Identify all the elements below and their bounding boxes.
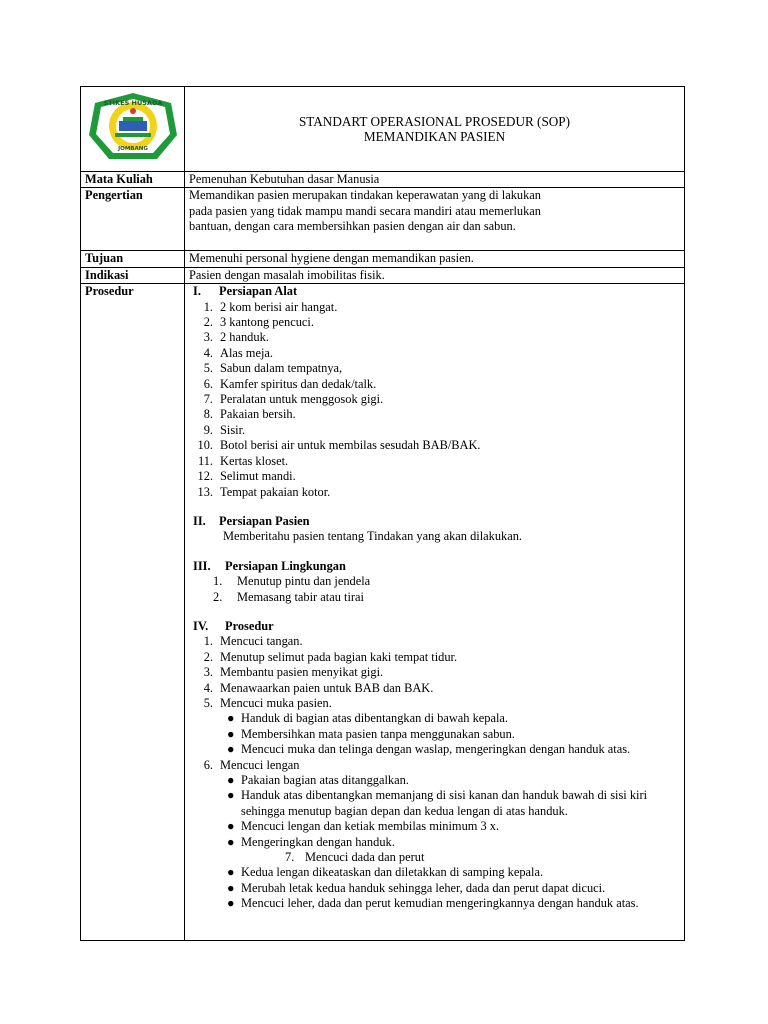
list-item: 8. Pakaian bersih. — [203, 407, 296, 422]
label-tujuan: Tujuan — [81, 251, 185, 267]
bullet-item: ● Pakaian bagian atas ditanggalkan. — [227, 773, 409, 787]
label-mata-kuliah: Mata Kuliah — [81, 172, 185, 188]
value-tujuan: Memenuhi personal hygiene dengan memandikan pasien. — [185, 251, 685, 267]
doc-title-line1: STANDART OPERASIONAL PROSEDUR (SOP) — [298, 113, 571, 129]
list-item: 10. Botol berisi air untuk membilas sesudah BAB/BAK. — [197, 438, 481, 453]
bullet-item: ● Mencuci muka dan telinga dengan waslap, mengeringkan dengan handuk atas. — [227, 742, 631, 757]
bullet-item: ● Membersihkan mata pasien tanpa menggunakan sabun. — [227, 726, 515, 741]
list-item: 2. Menutup selimut pada bagian kaki tempat tidur. — [203, 649, 458, 664]
prosedur-content — [185, 284, 685, 941]
list-item: 2. Memasang tabir atau tirai — [213, 589, 364, 604]
section-persiapan-alat-heading: I. Persiapan Alat — [193, 284, 298, 299]
list-item: 4. Alas meja. — [203, 345, 273, 360]
value-mata-kuliah: Pemenuhan Kebutuhan dasar Manusia — [185, 172, 685, 188]
list-item: 6. Kamfer spiritus dan dedak/talk. — [203, 376, 377, 391]
list-item: 6. Mencuci lengan — [203, 757, 300, 772]
svg-text:JOMBANG: JOMBANG — [117, 145, 148, 152]
list-item: 1. Menutup pintu dan jendela — [213, 574, 371, 589]
list-item: 4. Menawaarkan paien untuk BAB dan BAK. — [203, 680, 434, 695]
svg-text:STIKES HUSADA: STIKES HUSADA — [103, 98, 162, 107]
list-item: 7. Peralatan untuk menggosok gigi. — [203, 392, 384, 407]
label-prosedur: Prosedur — [81, 284, 185, 941]
list-item: 11. Kertas kloset. — [197, 453, 289, 468]
bullet-item: ● Mencuci leher, dada dan perut kemudian mengeringkannya dengan handuk atas. — [227, 896, 639, 911]
bullet-item: ● Handuk atas dibentangkan memanjang di sisi kanan dan handuk bawah di sisi kiri sehingga menutup bagian depan dan kedua lengan di atas handuk. — [227, 788, 648, 818]
label-pengertian: Pengertian — [81, 188, 185, 251]
persiapan-alat-list — [189, 300, 680, 500]
bullet-item: ● Kedua lengan dikeataskan dan diletakkan di samping kepala. — [227, 865, 544, 880]
persiapan-pasien-text: Memberitahu pasien tentang Tindakan yang akan dilakukan. — [223, 529, 523, 544]
list-item: 1. 2 kom berisi air hangat. — [203, 299, 338, 314]
section-persiapan-lingkungan-heading: III. Persiapan Lingkungan — [193, 558, 346, 573]
list-item: 3. Membantu pasien menyikat gigi. — [203, 665, 384, 680]
value-pengertian: Memandikan pasien merupakan tindakan keperawatan yang di lakukan pada pasien yang tidak mampu mandi secara mandiri atau memerlukan bantuan, dengan cara membersihkan pasien dengan air dan sabun. — [185, 188, 685, 251]
list-item: 12. Selimut mandi. — [197, 469, 296, 484]
bullet-item: ● Mengeringkan dengan handuk. — [227, 834, 395, 849]
section-prosedur-heading: IV. Prosedur — [193, 618, 274, 633]
list-item: 7. Mencuci dada dan perut — [285, 850, 425, 865]
value-indikasi: Pasien dengan masalah imobilitas fisik. — [185, 267, 685, 283]
sop-table — [80, 86, 685, 941]
list-item: 9. Sisir. — [203, 422, 246, 437]
bullet-item: ● Mencuci lengan dan ketiak membilas minimum 3 x. — [227, 819, 500, 834]
list-item: 13. Tempat pakaian kotor. — [197, 484, 331, 499]
list-item: 3. 2 handuk. — [203, 330, 269, 345]
doc-title-line2: MEMANDIKAN PASIEN — [363, 129, 506, 144]
section-persiapan-pasien-heading: II. Persiapan Pasien — [193, 513, 310, 528]
title-cell — [185, 87, 685, 172]
bullet-item: ● Merubah letak kedua handuk sehingga leher, dada dan perut dapat dicuci. — [227, 880, 606, 895]
stikes-logo — [85, 91, 181, 163]
list-item: 2. 3 kantong pencuci. — [203, 315, 314, 330]
list-item: 5. Mencuci muka pasien. — [203, 695, 332, 710]
bullet-item: ● Handuk di bagian atas dibentangkan di bawah kepala. — [227, 711, 508, 726]
label-indikasi: Indikasi — [81, 267, 185, 283]
logo-cell — [81, 87, 185, 172]
list-item: 1. Mencuci tangan. — [203, 634, 303, 649]
list-item: 5. Sabun dalam tempatnya, — [203, 361, 343, 376]
